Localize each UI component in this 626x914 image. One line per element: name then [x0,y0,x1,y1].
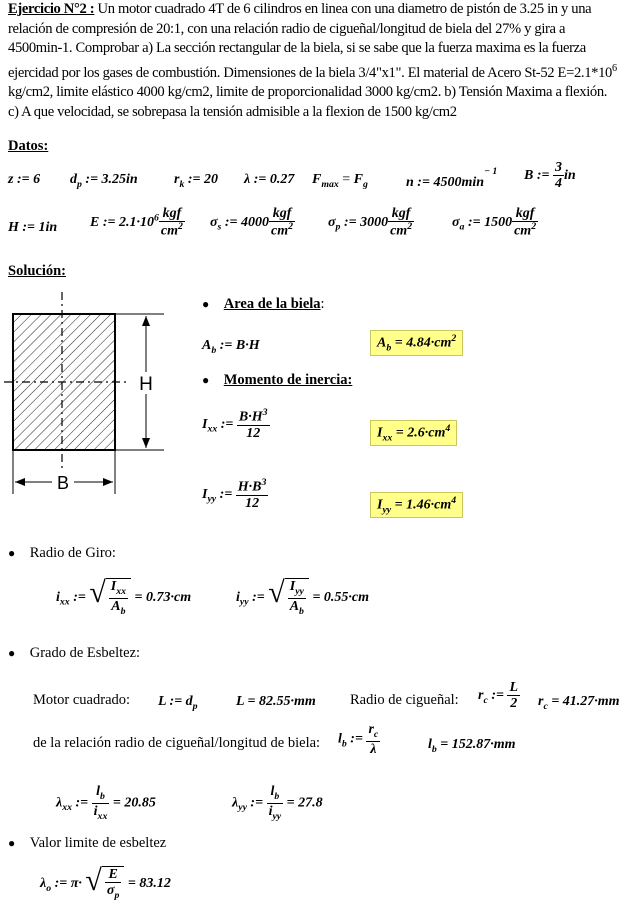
data-n-exponent: − 1 [484,166,498,177]
radius-iyy-formula: $i_{yy}$ := √ $\frac{I_{yy}}{A_b}$ = 0.55·cm [236,576,370,617]
problem-label: Ejercicio N°2 : [8,1,95,17]
iyy-result: $I_{yy} = 1.46\cdot cm^4$ [370,492,463,518]
data-n: n := $4500\min^{- 1}$ [406,166,498,190]
data-n-value: 4500min [433,174,485,190]
data-sigma-a-unit-num: kgf [512,206,538,222]
data-fmax: $F_{max} = F_g$ [312,172,368,190]
L-definition: L := d [158,694,193,709]
data-H: H := 1in [8,220,58,235]
data-z: z := 6 [8,172,41,187]
radius-ixx-result: = 0.73·cm [134,589,192,605]
data-sigma-a-value: 1500 [484,214,513,230]
h-label: H [139,374,153,395]
relacion-label: de la relación radio de cigueñal/longitud de biela: [33,735,321,751]
data-E-exponent: 6 [153,212,159,224]
lambda-o-result: = 83.12 [127,876,171,892]
b-arrow-right [103,478,113,486]
lambda-o-formula: $\lambda_o$ := π· √ $\frac{E}{\sigma_p}$ = 83.12 [40,864,171,902]
area-bullet: ● Area de la biela: [202,296,325,312]
data-rk: $r_k$ := 20 [174,172,218,190]
iyy-formula: $I_{yy}$ := $\frac{H\cdot B^3}{12}$ [202,477,267,512]
solucion-heading: Solución: [8,263,67,279]
data-E-unit-den: cm [160,224,178,240]
data-B-numerator: 3 [554,160,562,175]
problem-text-continued: kg/cm2, limite elástico 4000 kg/cm2, limite de proporcionalidad 3000 kg/cm2. b) Tensión Maxima a flexión. c) A que velocidad, se sobrepasa la tensión admisible a la flexion de 1500 kg/cm2 [8,84,608,120]
area-colon: : [320,296,325,312]
iyy-numerator: H·B [237,479,262,495]
iyy-result-value: 1.46·cm [406,497,452,513]
inertia-bullet: ● Momento de inercia: [202,372,353,388]
radio-cigueñal-label: Radio de cigueñal: [350,692,459,708]
b-label: B [56,473,70,493]
data-sigma-s-value: 4000 [241,214,270,230]
radius-iyy-result: = 0.55·cm [312,589,370,605]
ixx-result: $I_{xx} = 2.6\cdot cm^4$ [370,420,457,446]
lb-result-value: = 152.87·mm [440,737,516,752]
lambda-yy-formula: $\lambda_{yy}$ := $\frac{l_b}{i_{yy}}$ = 27.8 [232,784,323,822]
ixx-numerator: B·H [238,409,263,425]
rc-result-value: = 41.27·mm [551,694,620,709]
lb-formula: $l_b$ := $\frac{r_c}{\lambda}$ [338,722,379,757]
radio-giro-title: Radio de Giro: [29,545,116,561]
data-B-unit: in [563,168,576,184]
data-sigma-a-unit-den: cm [514,224,532,240]
data-sigma-a: $\sigma_a$ := 1500 $\frac{\text{kgf}}{cm^2}$ [452,206,537,240]
lambda-yy-result: = 27.8 [286,795,323,811]
lb-result: $l_b = 152.87\cdot mm$ [428,737,516,755]
iyy-denominator: 12 [245,496,260,512]
data-dp: $d_p$ := 3.25in [70,172,138,190]
area-title: Area de la biela [223,296,321,312]
area-formula: $A_b$ := B·H [202,338,260,356]
ixx-result-value: 2.6·cm [407,425,446,441]
L-result: L = 82.55·mm [236,694,316,709]
lambda-xx-result: = 20.85 [112,795,156,811]
ixx-formula: $I_{xx}$ := $\frac{B\cdot H^3}{12}$ [202,407,268,442]
data-E-value: 2.1·10 [118,214,154,230]
esbeltez-bullet: ● Grado de Esbeltez: [8,645,141,661]
motor-label: Motor cuadrado: [33,692,131,708]
datos-heading: Datos: [8,138,49,154]
L-formula: L := $d_p$ [158,694,198,712]
data-rk-value: 20 [204,172,218,187]
area-result: $A_b = 4.84\cdot cm^2$ [370,330,463,356]
lambda-xx-formula: $\lambda_{xx}$ := $\frac{l_b}{i_{xx}}$ = 20.85 [56,784,156,822]
problem-exponent: 6 [612,62,617,74]
problem-statement [8,0,620,122]
limite-title: Valor limite de esbeltez [29,835,167,851]
esbeltez-title: Grado de Esbeltez: [29,645,141,661]
data-sigma-p: $\sigma_p$ := 3000 $\frac{\text{kgf}}{cm^2}$ [328,206,413,240]
data-sigma-p-value: 3000 [360,214,389,230]
radio-giro-bullet: ● Radio de Giro: [8,545,116,561]
data-E: E := $2.1\cdot 10^6$ $\frac{\text{kgf}}{cm^2}$ [90,206,183,240]
cross-section-figure [4,282,172,504]
inertia-title: Momento de inercia: [223,372,353,388]
data-lambda: λ := 0.27 [244,172,295,187]
data-B: B := $\frac{3}{4}$ in [524,160,576,192]
data-dp-value: 3.25in [101,172,138,187]
radius-ixx-formula: $i_{xx}$ := √ $\frac{I_{xx}}{A_b}$ = 0.73·cm [56,576,192,617]
data-E-unit-num: kgf [159,206,185,222]
limite-bullet: ● Valor limite de esbeltez [8,835,167,851]
problem-text: Un motor cuadrado 4T de 6 cilindros en linea con una diametro de pistón de 3.25 in y una relación de compresión de 20:1, con una relación radio de cigueñal/longitud de biela del 27% y gira a 4500min-1. Comprobar a) La sección rectangular de la biela, si se sabe que la fuerza maxima es la fuerza ejercidad por los gases de combustión. Dimensiones de la biela 3/4"x1". El material de Acero St-52 E=2.1*10 [8,1,612,81]
data-lambda-value: 0.27 [269,172,295,187]
data-sigma-p-unit-num: kgf [388,206,414,222]
data-sigma-s-unit-den: cm [271,224,289,240]
b-arrow-left [15,478,25,486]
rc-result: $r_c = 41.27\cdot mm$ [538,694,620,712]
data-sigma-s-unit-num: kgf [269,206,295,222]
data-B-denominator: 4 [554,176,562,192]
rc-formula: $r_c$ := $\frac{L}{2}$ [478,680,519,712]
area-result-value: 4.84·cm [406,335,452,351]
data-sigma-p-unit-den: cm [390,224,408,240]
h-arrow-bottom [142,438,150,448]
data-sigma-s: $\sigma_s$ := 4000 $\frac{\text{kgf}}{cm^2}$ [210,206,294,240]
ixx-denominator: 12 [246,426,261,442]
h-arrow-top [142,316,150,326]
